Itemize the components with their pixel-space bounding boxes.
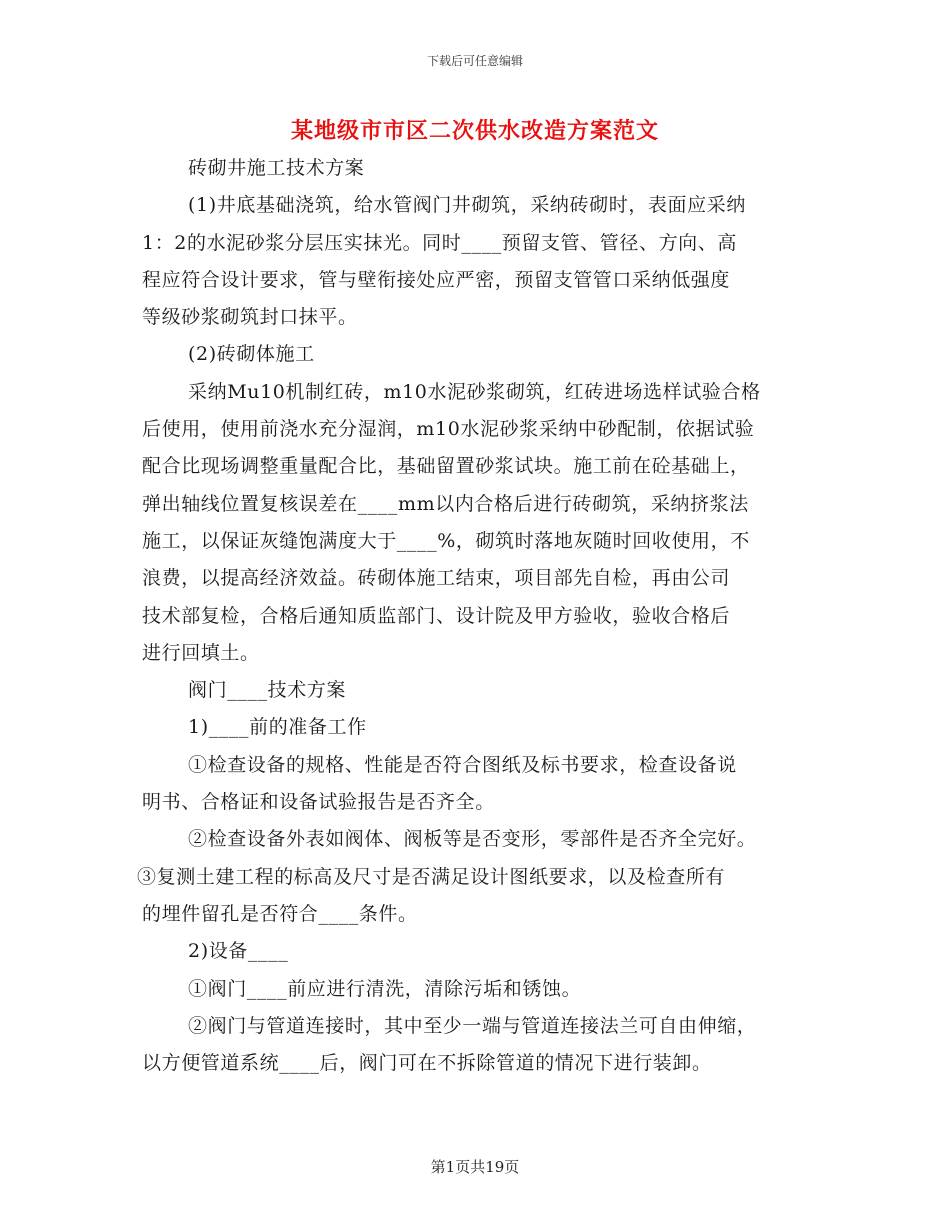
paragraph-line: ①检查设备的规格、性能是否符合图纸及标书要求，检查设备说 (188, 753, 737, 776)
paragraph-line: 后使用，使用前浇水充分湿润，m10水泥砂浆采纳中砂配制，依据试验 (142, 418, 755, 441)
paragraph-line: 弹出轴线位置复核误差在____mm以内合格后进行砖砌筑，采纳挤浆法 (142, 492, 749, 515)
paragraph-line: 进行回填土。 (142, 641, 260, 664)
paragraph-line: ①阀门____前应进行清洗，清除污垢和锈蚀。 (188, 977, 582, 1000)
section-heading: (2)砖砌体施工 (188, 343, 315, 366)
paragraph-line: 浪费，以提高经济效益。砖砌体施工结束，项目部先自检，再由公司 (142, 567, 731, 590)
paragraph-line: 明书、合格证和设备试验报告是否齐全。 (142, 791, 495, 814)
document-body (137, 150, 822, 1082)
header-note: 下载后可任意编辑 (426, 54, 523, 68)
section-heading: 2)设备____ (188, 940, 289, 963)
paragraph-line: ③复测土建工程的标高及尺寸是否满足设计图纸要求，以及检查所有 (137, 865, 726, 888)
paragraph-line: 配合比现场调整重量配合比，基础留置砂浆试块。施工前在砼基础上， (142, 455, 750, 478)
paragraph-line: 采纳Mu10机制红砖，m10水泥砂浆砌筑，红砖进场选样试验合格 (188, 380, 761, 403)
paragraph-line: (1)井底基础浇筑，给水管阀门井砌筑，采纳砖砌时，表面应采纳 (188, 194, 746, 217)
paragraph-line: 技术部复检，合格后通知质监部门、设计院及甲方验收，验收合格后 (142, 604, 731, 627)
section-heading: 阀门____技术方案 (188, 679, 347, 702)
paragraph-line: 的埋件留孔是否符合____条件。 (142, 902, 418, 925)
section-heading: 砖砌井施工技术方案 (188, 157, 365, 179)
section-heading: 1)____前的准备工作 (188, 716, 367, 739)
paragraph-line: 程应符合设计要求，管与壁衔接处应严密，预留支管管口采纳低强度 (142, 268, 731, 291)
paragraph-line: ②检查设备外表如阀体、阀板等是否变形，零部件是否齐全完好。 (188, 828, 757, 851)
paragraph-line: 1：2的水泥砂浆分层压实抹光。同时____预留支管、管径、方向、高 (142, 231, 737, 254)
page-number: 第1页共19页 (430, 1158, 520, 1176)
paragraph-line: ②阀门与管道连接时，其中至少一端与管道连接法兰可自由伸缩， (188, 1014, 757, 1037)
paragraph-line: 以方便管道系统____后，阀门可在不拆除管道的情况下进行装卸。 (142, 1052, 712, 1075)
paragraph-line: 施工，以保证灰缝饱满度大于____%，砌筑时落地灰随时回收使用，不 (142, 529, 750, 552)
document-title: 某地级市市区二次供水改造方案范文 (290, 118, 659, 144)
paragraph-line: 等级砂浆砌筑封口抹平。 (142, 306, 358, 329)
